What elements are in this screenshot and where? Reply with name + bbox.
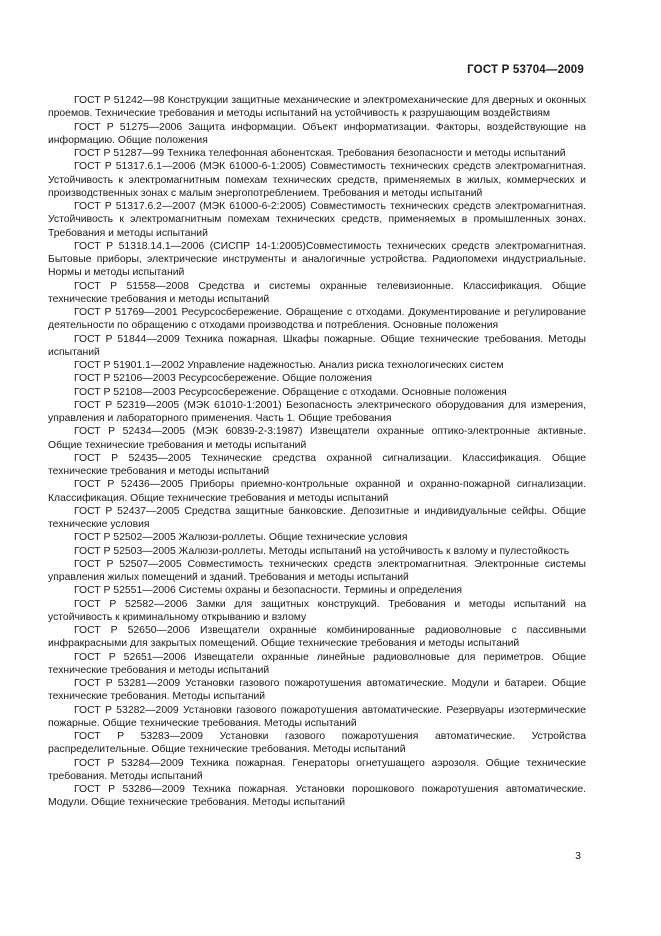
reference-item: ГОСТ Р 51287—99 Техника телефонная абонентская. Требования безопасности и методы испытаний [74,148,566,159]
reference-item: ГОСТ Р 53282—2009 Установки газового пожаротушения автоматические. Резервуары изотермические пожарные. Общие технические требования. Методы испытаний [48,704,586,729]
reference-item: ГОСТ Р 51318.14.1—2006 (СИСПР 14-1:2005)Совместимость технических средств электромагнитная. Бытовые приборы, электрические инструменты и аналогичные устройства. Радиопомехи индустриальные. Нормы и методы испытаний [48,240,586,279]
reference-item: ГОСТ Р 52435—2005 Технические средства охранной сигнализации. Классификация. Общие технические требования и методы испытаний [48,452,586,477]
reference-item: ГОСТ Р 53283—2009 Установки газового пожаротушения автоматические. Устройства распределительные. Общие технические требования. Методы испытаний [48,731,586,756]
reference-item: ГОСТ Р 53281—2009 Установки газового пожаротушения автоматические. Модули и батареи. Общие технические требования. Методы испытаний [48,678,586,703]
reference-item: ГОСТ Р 52437—2005 Средства защитные банковские. Депозитные и индивидуальные сейфы. Общие технические условия [48,505,586,530]
reference-item: ГОСТ Р 52503—2005 Жалюзи-роллеты. Методы испытаний на устойчивость к взлому и пулестойкость [74,545,570,557]
reference-item: ГОСТ Р 52106—2003 Ресурсосбережение. Общие положения [74,373,373,385]
reference-item: ГОСТ Р 51317.6.1—2006 (МЭК 61000-6-1:2005) Совместимость технических средств электромагнитная. Устойчивость к электромагнитным помехам технических средств, применяемых в жилых, коммерческих и производственных зонах с малым энергопотреблением. Требования и методы испытаний [48,161,586,199]
reference-item: ГОСТ Р 51558—2008 Средства и системы охранные телевизионные. Классификация. Общие технические требования и методы испытаний [48,280,586,305]
reference-item: ГОСТ Р 51317.6.2—2007 (МЭК 61000-6-2:2005) Совместимость технических средств электромагнитная. Устойчивость к электромагнитным помехам технических средств, применяемых в промышленных зонах. Требования и методы испытаний [48,201,586,239]
reference-item: ГОСТ Р 52434—2005 (МЭК 60839-2-3:1987) Извещатели охранные оптико-электронные активные. Общие технические требования и методы испытаний [48,426,586,451]
page-number: 3 [575,850,581,862]
reference-item: ГОСТ Р 52108—2003 Ресурсосбережение. Обращение с отходами. Основные положения [74,386,507,398]
reference-item: ГОСТ Р 53284—2009 Техника пожарная. Генераторы огнетушащего аэрозоля. Общие технические требования. Методы испытаний [48,757,586,782]
reference-item: ГОСТ Р 52436—2005 Приборы приемно-контрольные охранной и охранно-пожарной сигнализации. Классификация. Общие технические требования и методы испытаний [48,479,586,504]
reference-item: ГОСТ Р 51844—2009 Техника пожарная. Шкафы пожарные. Общие технические требования. Методы испытаний [48,333,586,358]
reference-item: ГОСТ Р 52319—2005 (МЭК 61010-1:2001) Безопасность электрического оборудования для измерения, управления и лабораторного применения. Часть 1. Общие требования [48,399,586,424]
reference-item: ГОСТ Р 52507—2005 Совместимость технических средств электромагнитная. Электронные системы управления жилых помещений и зданий. Требования и методы испытаний [48,558,586,583]
reference-item: ГОСТ Р 52502—2005 Жалюзи-роллеты. Общие технические условия [74,532,408,544]
reference-item: ГОСТ Р 52650—2006 Извещатели охранные комбинированные радиоволновые с пассивными инфракрасными для закрытых помещений. Общие технические требования и методы испытаний [48,625,586,650]
reference-item: ГОСТ Р 52551—2006 Системы охраны и безопасности. Термины и определения [74,585,462,597]
reference-item: ГОСТ Р 51769—2001 Ресурсосбережение. Обращение с отходами. Документирование и регулирование деятельности по обращению с отходами производства и потребления. Основные положения [48,307,586,332]
standard-header: ГОСТ Р 53704—2009 [467,64,584,76]
reference-item: ГОСТ Р 51901.1—2002 Управление надежностью. Анализ риска технологических систем [74,360,504,371]
reference-item: ГОСТ Р 51242—98 Конструкции защитные механические и электромеханические для дверных и оконных проемов. Технические требования и методы испытаний на устойчивость к разрушающим воздействиям [48,95,586,120]
reference-item: ГОСТ Р 52582—2006 Замки для защитных конструкций. Требования и методы испытаний на устойчивость к криминальному открыванию и взлому [48,598,586,623]
reference-item: ГОСТ Р 52651—2006 Извещатели охранные линейные радиоволновые для периметров. Общие технические требования и методы испытаний [48,651,586,676]
reference-item: ГОСТ Р 51275—2006 Защита информации. Объект информатизации. Факторы, воздействующие на информацию. Общие положения [48,121,586,146]
normative-references-list [48,94,586,810]
reference-item: ГОСТ Р 53286—2009 Техника пожарная. Установки порошкового пожаротушения автоматические. Модули. Общие технические требования. Методы испытаний [48,784,586,809]
